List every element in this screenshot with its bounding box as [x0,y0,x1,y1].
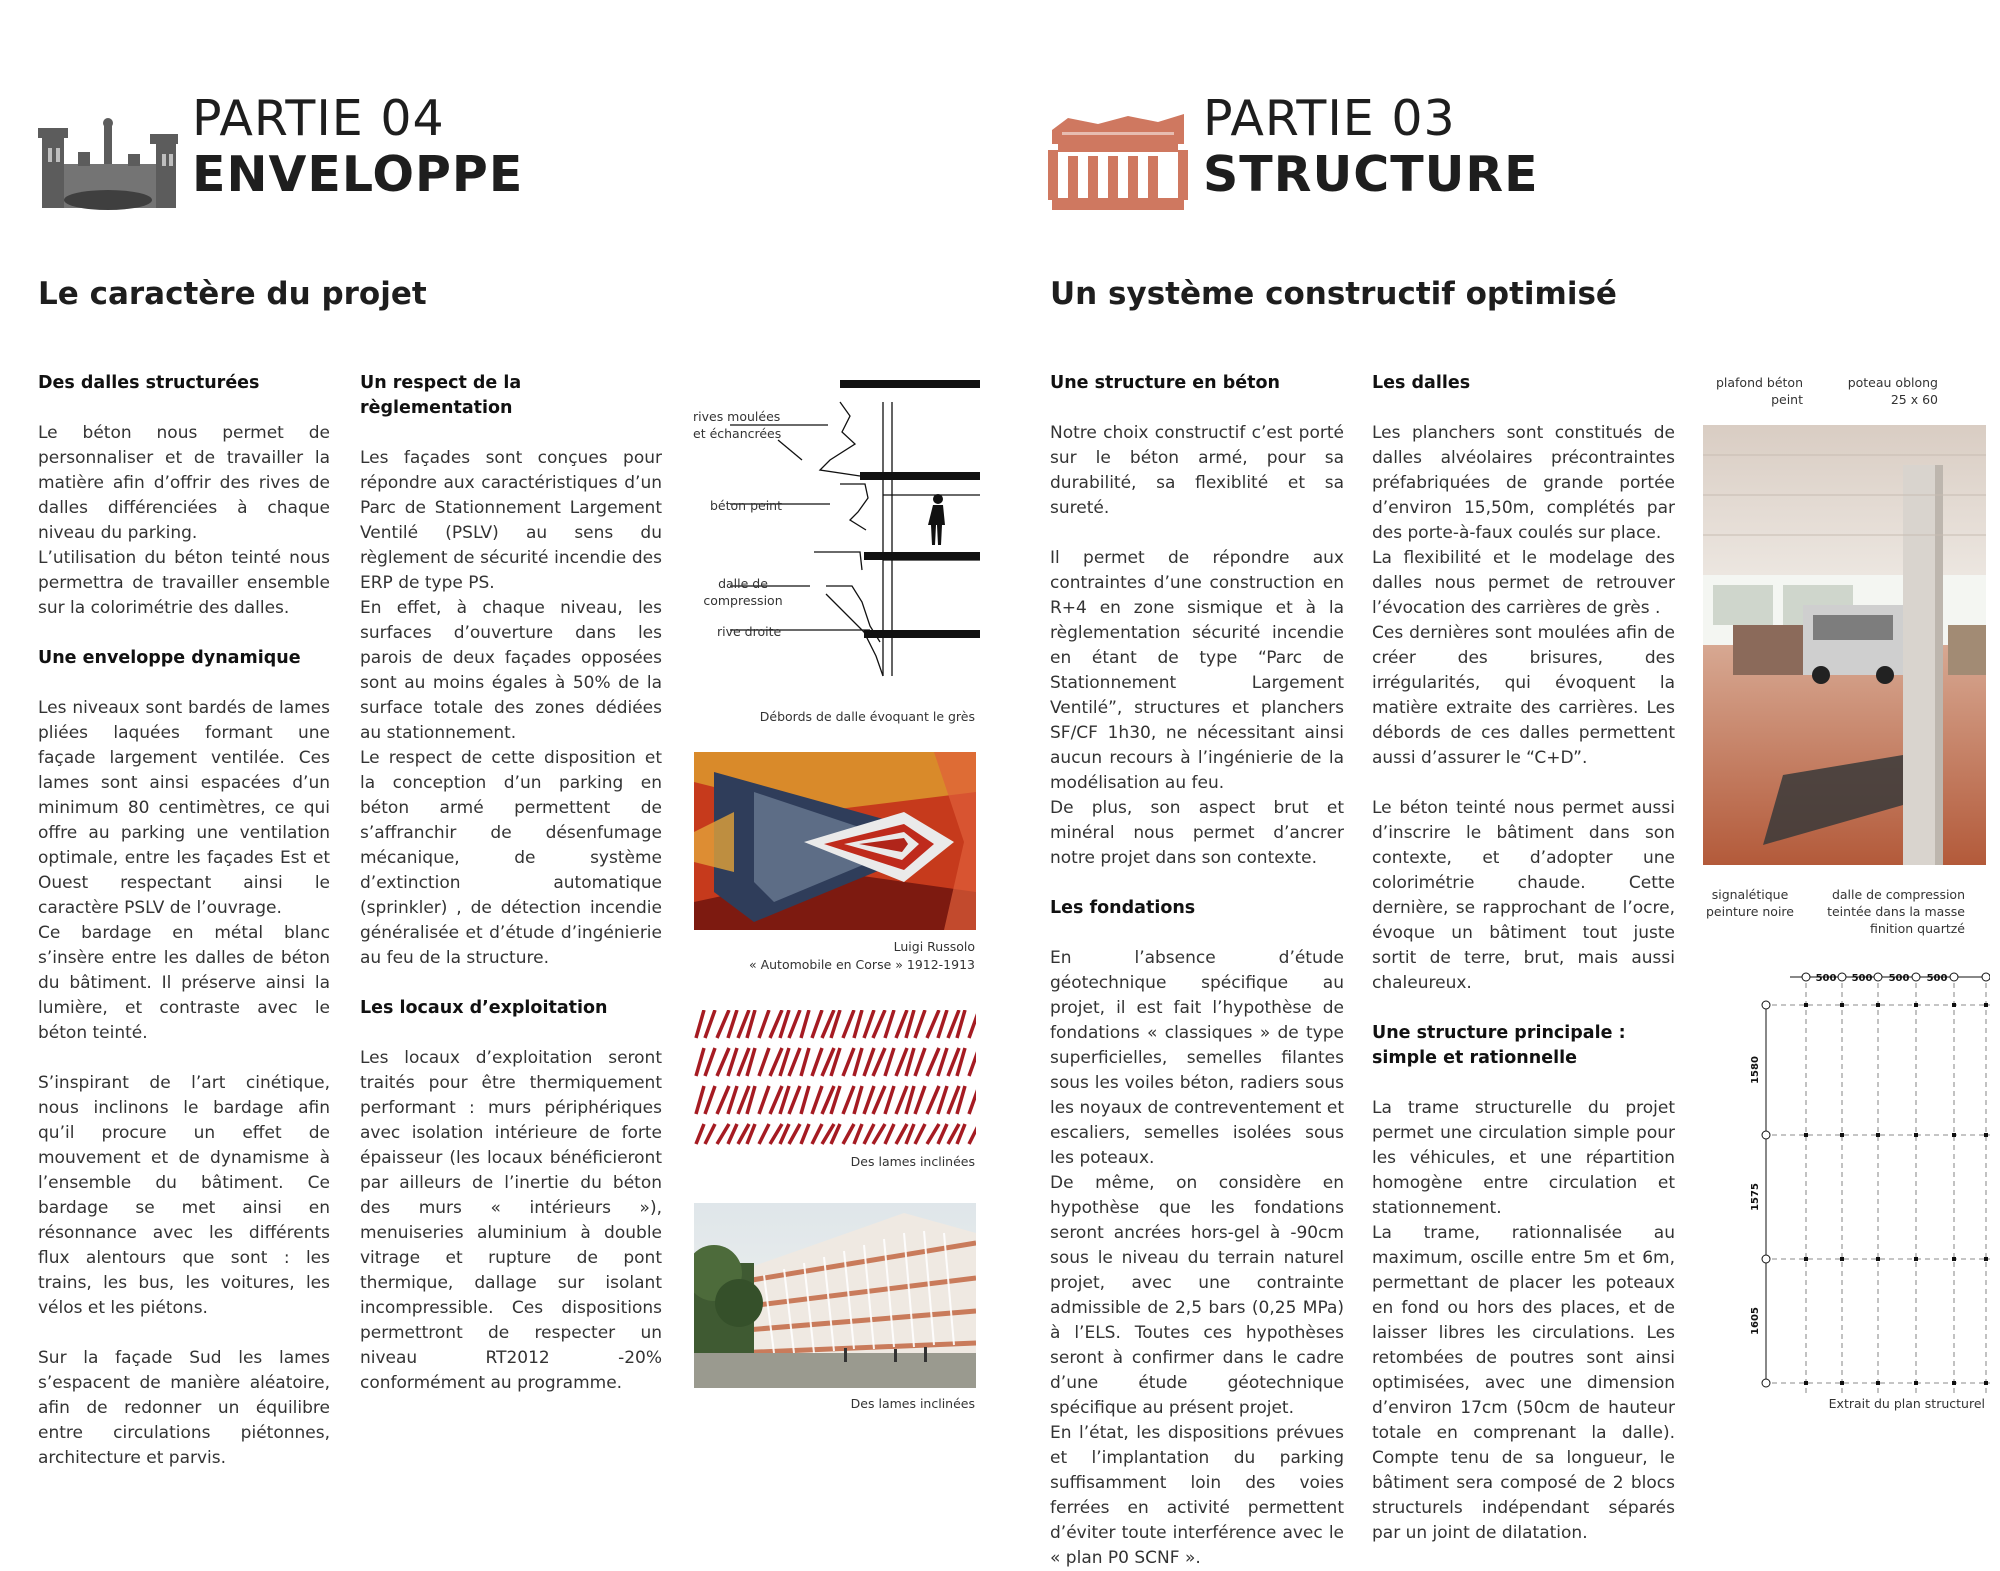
blade-line [915,1010,925,1038]
spacer [360,971,662,996]
label-dalle-compression: dalle de compression [703,576,783,608]
column-mark [1840,1003,1844,1007]
blade-line [915,1086,925,1114]
blade-line [885,1010,894,1038]
blade-line [927,1124,939,1144]
spacer [38,671,330,696]
column-mark [1840,1133,1844,1137]
blade-line [873,1086,885,1114]
blade-line [927,1010,939,1038]
blade-line [969,1124,976,1144]
painting-title: « Automobile en Corse » 1912-1913 [748,957,975,972]
column-mark [1840,1257,1844,1261]
column-mark [1984,1257,1988,1261]
blade-line [759,1086,769,1114]
blade-line [812,1048,822,1076]
blade-line [812,1010,822,1038]
spacer [1372,996,1675,1021]
paragraph: En effet, à chaque niveau, les surfaces d’ouverture dans les parois de deux façades opposées sont au moins égales à 50% de la surface totale des zones dédiées au stationnement. [360,598,662,743]
dimension-label: 1605 [1750,1307,1761,1335]
grid-axis-marker [1950,973,1958,981]
blade-line [864,1010,874,1038]
column-mark [1984,1003,1988,1007]
dimension-label: 1575 [1750,1183,1761,1211]
dimension-label: 500 [1815,973,1837,984]
label-dalle-compression-photo: dalle de compression teintée dans la masse finition quartzé [1827,887,1965,936]
blade-line [801,1124,809,1144]
spacer [1050,921,1344,946]
blade-line [717,1048,729,1076]
part-title-structure: STRUCTURE [1203,146,1539,203]
blade-line [801,1086,809,1114]
blade-line [854,1086,862,1114]
diagram-caption: Débords de dalle évoquant le grès [759,709,975,724]
blade-line [705,1124,715,1144]
grid-axis-marker [1762,1255,1770,1263]
grid-axis-marker [1912,973,1920,981]
spacer [1050,871,1344,896]
blade-line [812,1086,822,1114]
blade-line [789,1124,800,1144]
blade-line [705,1086,715,1114]
blade-line [896,1086,907,1114]
structural-plan [1750,955,1990,1395]
column-mark [1804,1003,1808,1007]
blade-line [717,1124,729,1144]
paragraph: De même, on considère en hypothèse que les fondations seront ancrées hors-gel à -90cm sous le niveau du terrain naturel projet, avec une contrainte admissible de 2,5 bars (0,25 MPa) à l’ELS. Toutes ces hypothèses seront à confirmer dans le cadre d’une étude géotechnique spécifique au présent projet. [1050,1173,1344,1418]
blade-line [801,1010,809,1038]
blades-caption: Des lames inclinées [850,1154,975,1169]
text-column-left-2 [360,371,662,1396]
blade-line [696,1048,704,1076]
subheading: Une enveloppe dynamique [38,648,301,668]
paragraph: Notre choix constructif c’est porté sur le béton armé, pour sa durabilité, sa flexiblité et sa sureté. [1050,423,1344,518]
render-caption: Des lames inclinées [850,1396,975,1411]
column-mark [1804,1257,1808,1261]
paragraph: Il permet de répondre aux contraintes d’une construction en R+4 en zone sismique et à la règlementation sécurité incendie en étant de type “Parc de Stationnement Largement Ventilé”, structures et planchers SF/CF 1h30, ne nécessitant ainsi aucun recours à l’ingénierie de la modélisation au feu. [1050,548,1344,793]
column-mark [1984,1381,1988,1385]
blade-line [728,1124,737,1144]
blade-line [801,1048,809,1076]
spacer [38,1046,330,1071]
spacer [1050,521,1344,546]
blade-line [873,1010,885,1038]
dimension-label: 500 [1888,973,1910,984]
blade-line [728,1048,737,1076]
spacer [38,621,330,646]
paragraph: Les niveaux sont bardés de lames pliées laquées formant une façade largement ventilée. Ces lames sont ainsi espacées d’un minimum 80 centimètres, ce qui offre au parking une ventilation optimale, entre les façades Est et Ouest respectant ainsi le caractère PSLV de l’ouvrage. [38,698,330,918]
blade-line [843,1086,854,1114]
label-rives: rives moulées et échancrées [693,409,782,441]
blade-line [854,1124,862,1144]
blade-line [864,1124,874,1144]
paragraph: Sur la façade Sud les lames s’espacent de manière aléatoire, afin de redonner un équilibre entre circulations piétonnes, architecture et parvis. [38,1348,330,1468]
subheading: Un respect de la règlementation [360,373,522,418]
label-rive-droite: rive droite [717,624,782,639]
blade-line [854,1010,862,1038]
grid-axis-marker [1802,973,1810,981]
blade-line [705,1010,715,1038]
column-mark [1804,1133,1808,1137]
russolo-painting [694,752,976,930]
blade-line [915,1124,925,1144]
text-column-right-1 [1050,371,1344,1571]
blade-line [717,1086,729,1114]
column-mark [1914,1133,1918,1137]
spacer [1372,771,1675,796]
part-number-03: PARTIE 03 [1203,90,1456,147]
column-mark [1984,1133,1988,1137]
column-mark [1914,1257,1918,1261]
part-title-enveloppe: ENVELOPPE [192,146,524,203]
grid-axis-marker [1838,973,1846,981]
column-mark [1952,1133,1956,1137]
blade-line [854,1048,862,1076]
paragraph: L’utilisation du béton teinté nous permettra de travailler ensemble sur la colorimétrie des dalles. [38,548,330,618]
paragraph: Ces dernières sont moulées afin de créer des brisures, des irrégularités, qui évoquent la matière extraite des carrières. Les débords de ces dalles permettent aussi d’assurer le “C+D”. [1372,623,1675,768]
blade-line [896,1048,907,1076]
blade-line [812,1124,822,1144]
column-mark [1952,1003,1956,1007]
blade-line [789,1010,800,1038]
blade-line [938,1086,947,1114]
section-title-caractere: Le caractère du projet [38,276,427,312]
grid-axis-marker [1762,1131,1770,1139]
dimension-label: 500 [1926,973,1948,984]
blade-line [864,1086,874,1114]
subheading: Les dalles [1372,373,1471,393]
blade-line [705,1048,715,1076]
blade-line [938,1048,947,1076]
blade-line [927,1048,939,1076]
blade-line [969,1048,976,1076]
blade-line [969,1010,976,1038]
text-column-left-1 [38,371,330,1471]
spacer [360,421,662,446]
spacer [38,1321,330,1346]
blade-line [915,1048,925,1076]
blade-line [938,1010,947,1038]
blade-line [843,1124,854,1144]
blade-line [843,1048,854,1076]
inclined-blades-pattern [694,1010,976,1145]
parking-interior-photo [1703,425,1986,865]
grid-axis-marker [1762,1001,1770,1009]
blade-line [759,1048,769,1076]
dimension-label: 500 [1851,973,1873,984]
column-mark [1840,1381,1844,1385]
column-mark [1876,1133,1880,1137]
blade-line [696,1124,704,1144]
column-mark [1876,1257,1880,1261]
paragraph: Le respect de cette disposition et la conception d’un parking en béton armé permettent de s’affranchir de désenfumage mécanique, de système d’extinction automatique (sprinkler) , de détection incendie généralisée et d’étude d’ingénierie au feu de la structure. [360,748,662,968]
blade-line [728,1010,737,1038]
paragraph: Les planchers sont constitués de dalles alvéolaires précontraintes préfabriquées de grande portée d’environ 15,50m, complétés par des porte-à-faux coulés sur place. [1372,423,1675,543]
subheading: Les locaux d’exploitation [360,998,608,1018]
label-beton-peint: béton peint [710,498,782,513]
grid-axis-marker [1874,973,1882,981]
blade-line [885,1124,894,1144]
paragraph: La trame, rationnalisée au maximum, oscille entre 5m et 6m, permettant de placer les poteaux en fond ou hors des places, et de laisser libres les circulations. Les retombées de poutres sont ainsi optimisées, avec une dimension d’environ 17cm (50cm de hauteur totale en comprenant la dalle). Compte tenu de sa longueur, le bâtiment sera composé de 2 blocs structurels indépendant séparés par un joint de dilatation. [1372,1223,1675,1543]
blade-line [864,1048,874,1076]
paragraph: S’inspirant de l’art cinétique, nous inclinons le bardage afin qu’il procure un effet de mouvement et de dynamisme à l’ensemble du bâtiment. Ce bardage se met ainsi en résonnance avec les différents flux alentours que sont : les trains, les bus, les voitures, les vélos et les piétons. [38,1073,330,1318]
plan-caption: Extrait du plan structurel [1828,1396,1985,1411]
label-signaletique: signalétique peinture noire [1706,887,1794,919]
blade-line [969,1086,976,1114]
paragraph: La trame structurelle du projet permet une circulation simple pour les véhicules, et une répartition homogène entre circulation et stationnement. [1372,1098,1675,1218]
label-poteau: poteau oblong 25 x 60 [1847,375,1938,407]
blade-line [789,1086,800,1114]
column-mark [1952,1381,1956,1385]
column-mark [1914,1003,1918,1007]
text-column-right-2 [1372,371,1675,1546]
subheading: Des dalles structurées [38,373,260,393]
blade-line [938,1124,947,1144]
paragraph: De plus, son aspect brut et minéral nous permet d’ancrer notre projet dans son contexte. [1050,798,1344,868]
paragraph: Ce bardage en métal blanc s’insère entre les dalles de béton du bâtiment. Il préserve ainsi la lumière, et contraste avec le béton teinté. [38,923,330,1043]
blade-line [759,1010,769,1038]
paragraph: En l’état, les dispositions prévues et l’implantation du parking suffisamment loin des voies ferrées en activité permettent d’éviter toute interférence avec le « plan P0 SCNF ». [1050,1423,1344,1568]
blade-line [789,1048,800,1076]
grid-axis-marker [1982,973,1990,981]
enveloppe-icon [38,118,178,214]
paragraph: Le béton nous permet de personnaliser et de travailler la matière afin d’offrir des rives de dalles différenciées à chaque niveau du parking. [38,423,330,543]
paragraph: Le béton teinté nous permet aussi d’inscrire le bâtiment dans son contexte, et d’adopter une colorimétrie chaude. Cette dernière, se rapprochant de l’ocre, évoque un bâtiment tout juste sortit de terre, brut, mais aussi chaleureux. [1372,798,1675,993]
paragraph: La flexibilité et le modelage des dalles nous permet de retrouver l’évocation des carrières de grès . [1372,548,1675,618]
blade-line [843,1010,854,1038]
subheading: Les fondations [1050,898,1196,918]
column-mark [1952,1257,1956,1261]
blade-line [873,1048,885,1076]
column-mark [1876,1003,1880,1007]
blade-line [696,1010,704,1038]
blade-line [927,1086,939,1114]
blade-line [696,1086,704,1114]
part-number-04: PARTIE 04 [192,90,445,147]
spacer [1372,1071,1675,1096]
blade-line [728,1086,737,1114]
painting-artist: Luigi Russolo [893,939,975,954]
structure-icon [1048,110,1188,212]
spacer [1372,396,1675,421]
section-title-systeme: Un système constructif optimisé [1050,276,1617,312]
blade-line [885,1048,894,1076]
column-mark [1876,1381,1880,1385]
facade-render-image [694,1203,976,1388]
spacer [38,396,330,421]
paragraph: Les locaux d’exploitation seront traités pour être thermiquement performant : murs périphériques avec isolation intérieure de forte épaisseur (les locaux bénéficieront par ailleurs de l’inertie du béton des murs « intérieurs »), menuiseries aluminium à double vitrage et rupture de pont thermique, dallage sur isolant incompressible. Ces dispositions permettront de respecter un niveau RT2012 -20% conformément au programme. [360,1048,662,1393]
spacer [1050,396,1344,421]
subheading: Une structure en béton [1050,373,1280,393]
blade-line [885,1086,894,1114]
blade-line [717,1010,729,1038]
label-plafond: plafond béton peint [1715,375,1803,407]
subheading: Une structure principale : simple et rationnelle [1372,1023,1626,1068]
grid-axis-marker [1762,1379,1770,1387]
paragraph: Les façades sont conçues pour répondre aux caractéristiques d’un Parc de Stationnement Largement Ventilé (PSLV) au sens du règlement de sécurité incendie des ERP de type PS. [360,448,662,593]
column-mark [1914,1381,1918,1385]
column-mark [1804,1381,1808,1385]
paragraph: En l’absence d’étude géotechnique spécifique au projet, il est fait l’hypothèse de fondations « classiques » de type superficielles, semelles filantes sous les voiles béton, radiers sous les noyaux de contreventement et escaliers, semelles isolées sous les poteaux. [1050,948,1344,1168]
blade-line [759,1124,769,1144]
blade-line [873,1124,885,1144]
blade-line [896,1010,907,1038]
spacer [360,1021,662,1046]
dimension-label: 1580 [1750,1056,1761,1084]
